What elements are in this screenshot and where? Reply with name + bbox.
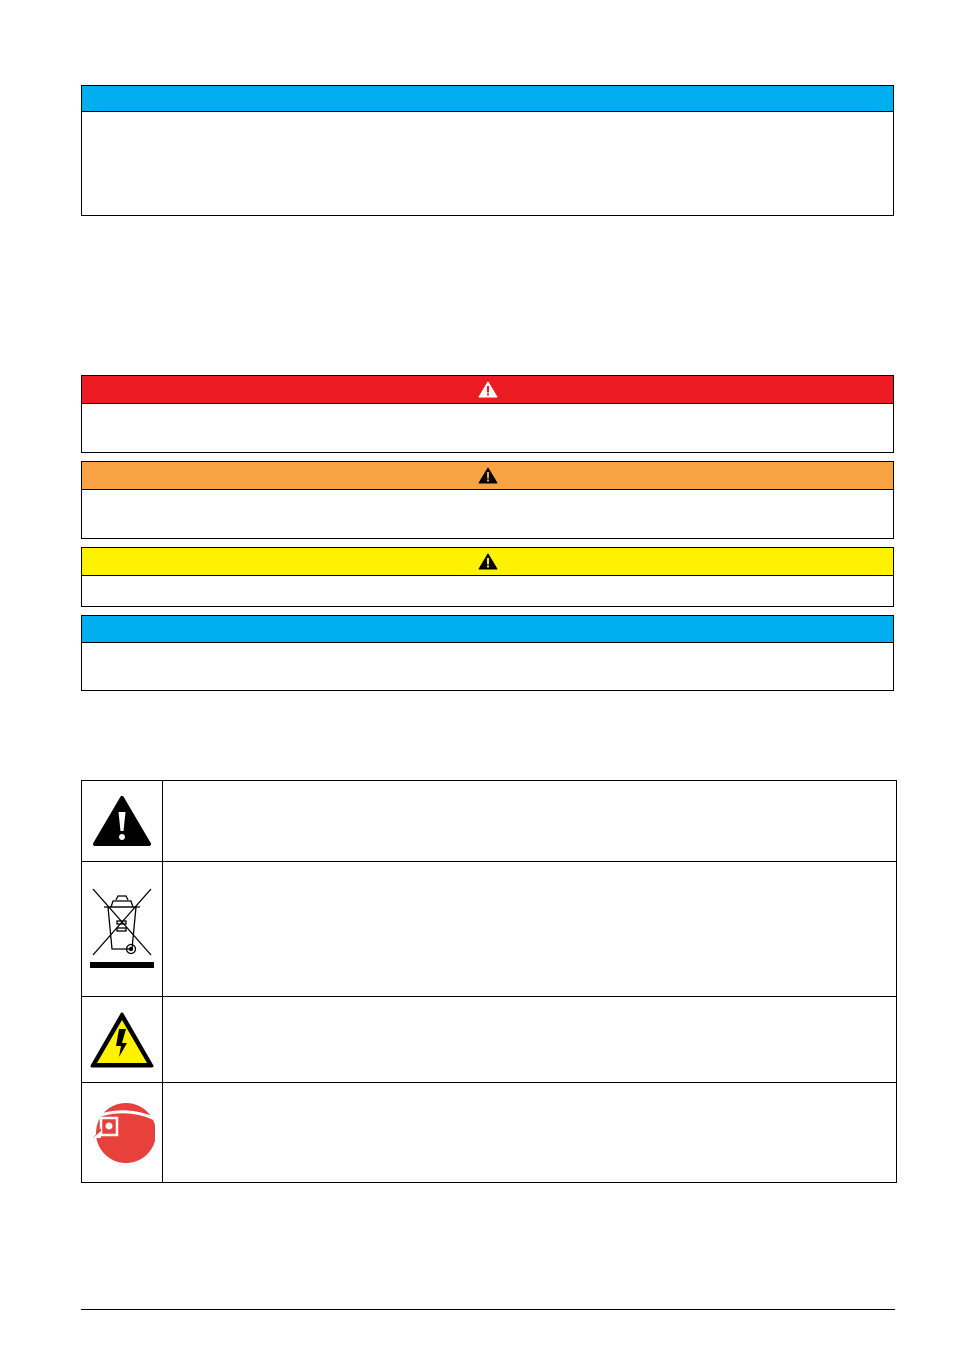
warning-header-bar	[82, 462, 893, 490]
table-row	[82, 781, 897, 862]
table-row	[82, 1083, 897, 1183]
electrical-hazard-icon	[89, 1011, 155, 1069]
symbol-description	[163, 997, 897, 1083]
danger-header-bar	[82, 376, 893, 404]
warning-triangle-icon	[478, 553, 498, 570]
notice-box	[81, 615, 894, 691]
general-hazard-icon	[92, 795, 152, 847]
symbol-cell	[82, 862, 163, 997]
notice-header-bar	[82, 616, 893, 643]
eye-protection-icon	[89, 1097, 155, 1169]
danger-box	[81, 375, 894, 453]
warning-triangle-icon	[478, 381, 498, 398]
symbol-description	[163, 781, 897, 862]
warning-triangle-icon	[478, 467, 498, 484]
symbol-description	[163, 862, 897, 997]
symbol-description	[163, 1083, 897, 1183]
table-row	[82, 997, 897, 1083]
table-row	[82, 862, 897, 997]
caution-header-bar	[82, 548, 893, 576]
symbol-table	[81, 780, 897, 1183]
weee-disposal-icon	[89, 887, 155, 971]
footer-rule	[81, 1309, 895, 1310]
caution-box	[81, 547, 894, 607]
notice-header-bar	[82, 86, 893, 112]
notice-box-top	[81, 85, 894, 216]
symbol-cell	[82, 781, 163, 862]
symbol-cell	[82, 1083, 163, 1183]
symbol-cell	[82, 997, 163, 1083]
warning-box	[81, 461, 894, 539]
